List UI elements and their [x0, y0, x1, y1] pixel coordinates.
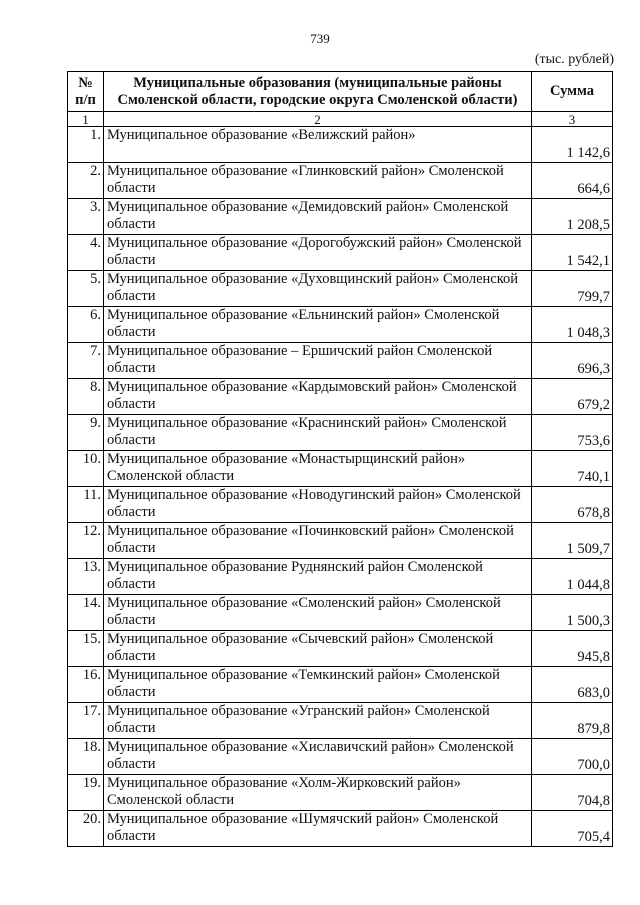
row-number: 3. [68, 199, 104, 235]
row-sum: 683,0 [532, 667, 613, 703]
page-number: 739 [310, 31, 330, 46]
table-row [68, 271, 613, 307]
table-row [68, 631, 613, 667]
row-municipality: Муниципальное образование «Духовщинский район» Смоленской области [104, 271, 532, 307]
row-municipality: Муниципальное образование «Сычевский район» Смоленской области [104, 631, 532, 667]
row-sum: 879,8 [532, 703, 613, 739]
row-municipality: Муниципальное образование «Новодугинский район» Смоленской области [104, 487, 532, 523]
row-number: 16. [68, 667, 104, 703]
row-sum: 753,6 [532, 415, 613, 451]
table-row [68, 451, 613, 487]
row-municipality: Муниципальное образование «Починковский район» Смоленской области [104, 523, 532, 559]
row-sum: 1 208,5 [532, 199, 613, 235]
table-row [68, 235, 613, 271]
row-number: 5. [68, 271, 104, 307]
row-number: 20. [68, 811, 104, 847]
units-label: (тыс. рублей) [534, 52, 614, 67]
row-municipality: Муниципальное образование «Демидовский район» Смоленской области [104, 199, 532, 235]
table-row [68, 487, 613, 523]
row-municipality: Муниципальное образование «Темкинский район» Смоленской области [104, 667, 532, 703]
row-municipality: Муниципальное образование «Краснинский район» Смоленской области [104, 415, 532, 451]
row-number: 11. [68, 487, 104, 523]
row-municipality: Муниципальное образование «Хиславичский район» Смоленской области [104, 739, 532, 775]
header-municipality: Муниципальные образования (муниципальные районы Смоленской области, городские округа Смоленской области) [104, 72, 532, 112]
row-municipality: Муниципальное образование «Кардымовский район» Смоленской области [104, 379, 532, 415]
row-number: 6. [68, 307, 104, 343]
row-number: 7. [68, 343, 104, 379]
table-row [68, 739, 613, 775]
table-row [68, 703, 613, 739]
row-number: 10. [68, 451, 104, 487]
budget-table [67, 71, 613, 847]
row-sum: 679,2 [532, 379, 613, 415]
row-sum: 704,8 [532, 775, 613, 811]
row-municipality: Муниципальное образование «Смоленский район» Смоленской области [104, 595, 532, 631]
row-number: 14. [68, 595, 104, 631]
table-row [68, 811, 613, 847]
row-sum: 1 048,3 [532, 307, 613, 343]
table-row [68, 379, 613, 415]
row-number: 4. [68, 235, 104, 271]
table-row [68, 415, 613, 451]
row-sum: 945,8 [532, 631, 613, 667]
row-municipality: Муниципальное образование «Угранский район» Смоленской области [104, 703, 532, 739]
row-municipality: Муниципальное образование «Холм-Жирковский район» Смоленской области [104, 775, 532, 811]
table-row [68, 307, 613, 343]
table-row [68, 199, 613, 235]
row-municipality: Муниципальное образование «Шумячский район» Смоленской области [104, 811, 532, 847]
row-sum: 1 142,6 [532, 127, 613, 163]
index-col-3: 3 [532, 112, 613, 127]
row-sum: 1 500,3 [532, 595, 613, 631]
row-sum: 678,8 [532, 487, 613, 523]
table-row [68, 775, 613, 811]
index-col-2: 2 [104, 112, 532, 127]
row-number: 2. [68, 163, 104, 199]
row-municipality: Муниципальное образование «Монастырщинский район» Смоленской области [104, 451, 532, 487]
row-number: 15. [68, 631, 104, 667]
row-sum: 700,0 [532, 739, 613, 775]
header-sum: Сумма [532, 72, 613, 112]
table-row [68, 523, 613, 559]
row-sum: 1 044,8 [532, 559, 613, 595]
index-col-1: 1 [68, 112, 104, 127]
header-number: № п/п [68, 72, 104, 112]
row-sum: 799,7 [532, 271, 613, 307]
row-municipality: Муниципальное образование – Ершичский район Смоленской области [104, 343, 532, 379]
table-row [68, 343, 613, 379]
row-sum: 696,3 [532, 343, 613, 379]
row-municipality: Муниципальное образование «Ельнинский район» Смоленской области [104, 307, 532, 343]
table-row [68, 163, 613, 199]
row-sum: 1 542,1 [532, 235, 613, 271]
table-body [68, 127, 613, 847]
row-number: 19. [68, 775, 104, 811]
table-row [68, 127, 613, 163]
row-municipality: Муниципальное образование «Глинковский район» Смоленской области [104, 163, 532, 199]
row-number: 1. [68, 127, 104, 163]
table-header-row [68, 72, 613, 112]
row-number: 13. [68, 559, 104, 595]
row-municipality: Муниципальное образование Руднянский район Смоленской области [104, 559, 532, 595]
row-number: 9. [68, 415, 104, 451]
row-number: 18. [68, 739, 104, 775]
row-number: 8. [68, 379, 104, 415]
row-municipality: Муниципальное образование «Дорогобужский район» Смоленской области [104, 235, 532, 271]
row-sum: 664,6 [532, 163, 613, 199]
table-row [68, 559, 613, 595]
row-number: 12. [68, 523, 104, 559]
row-sum: 1 509,7 [532, 523, 613, 559]
row-number: 17. [68, 703, 104, 739]
row-sum: 740,1 [532, 451, 613, 487]
table-row [68, 595, 613, 631]
table-row [68, 667, 613, 703]
table-index-row [68, 112, 613, 127]
row-sum: 705,4 [532, 811, 613, 847]
row-municipality: Муниципальное образование «Велижский район» [104, 127, 532, 163]
